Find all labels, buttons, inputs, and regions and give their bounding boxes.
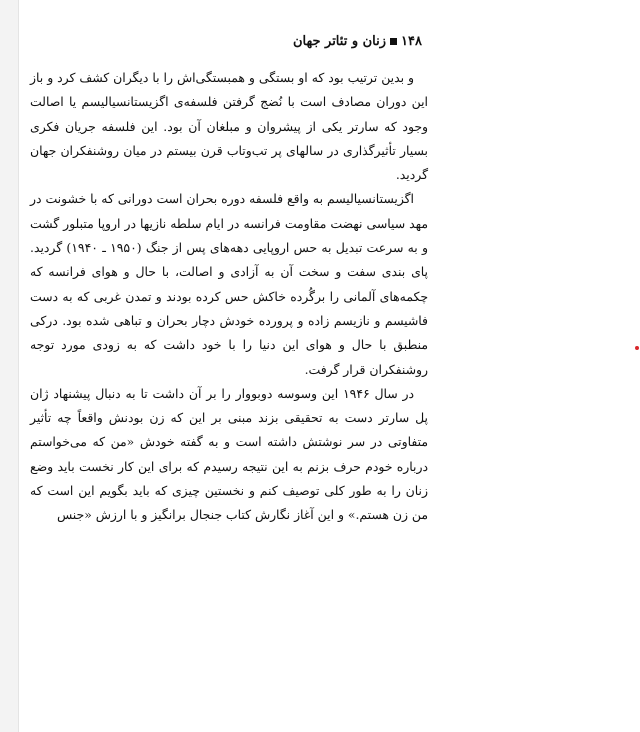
page-edge-shadow [0, 0, 18, 732]
page-edge-line [18, 0, 19, 732]
body-text [30, 66, 428, 528]
running-title: زنان و تئاتر جهان [292, 34, 387, 49]
paragraph-3: در سال ۱۹۴۶ این وسوسه دوبووار را بر آن داشت تا به دنبال پیشنهاد ژان پل سارتر دست به تحقیقی بزند مبنی بر این که زن بودنش واقعاً چه تأثیر متفاوتی در سر نوشتش داشته است و به گفته خودش «من که می‌خواستم درباره خودم حرف بزنم به این نتیجه رسیدم که برای این کار نخست باید وضع زنان را به طور کلی توصیف کنم و نخستین چیزی که باید بگویم این است که من زن هستم.» و این آغاز نگارش کتاب جنجال برانگیز و با ارزش «جنس [30, 385, 428, 523]
page-number: ۱۴۸ [401, 34, 422, 49]
running-header [293, 34, 422, 49]
margin-red-dot [635, 346, 639, 350]
paragraph-2: اگزیستانسیالیسم به واقع فلسفه دوره بحران است دورانی که با خشونت در مهد سیاسی نهضت مقاومت فرانسه در ایام سلطه نازیها در اروپا متبلور گشت و به سرعت تبدیل به حس اروپایی دهه‌های پس از جنگ (۱۹۵۰ ـ ۱۹۴۰) گردید. پای بندی سفت و سخت آن به آزادی و اصالت، با حال و هوای فرانسه که چکمه‌های آلمانی را برگُرده خاکش حس کرده بودند و تمدن غربی که به دست فاشیسم و نازیسم زاده و پرورده خودش دچار بحران و تباهی شده بود. درکی منطبق با حال و هوای این دنیا را با خود داشت که به زودی مورد توجه روشنفکران قرار گرفت. [30, 191, 428, 377]
paragraph-1: و بدین ترتیب بود که او بستگی و همبستگی‌اش را با دیگران کشف کرد و باز این دوران مصادف است با نُضج گرفتن فلسفه‌ی اگزیستانسیالیسم یا اصالت وجود که سارتر یکی از پیشروان و مبلغان آن بود. این فلسفه جریان فکری بسیار تأثیرگذاری در سالهای پر تب‌وتاب قرن بیستم در میان روشنفکران جهان گردید. [30, 70, 428, 183]
header-separator-square [390, 38, 397, 45]
